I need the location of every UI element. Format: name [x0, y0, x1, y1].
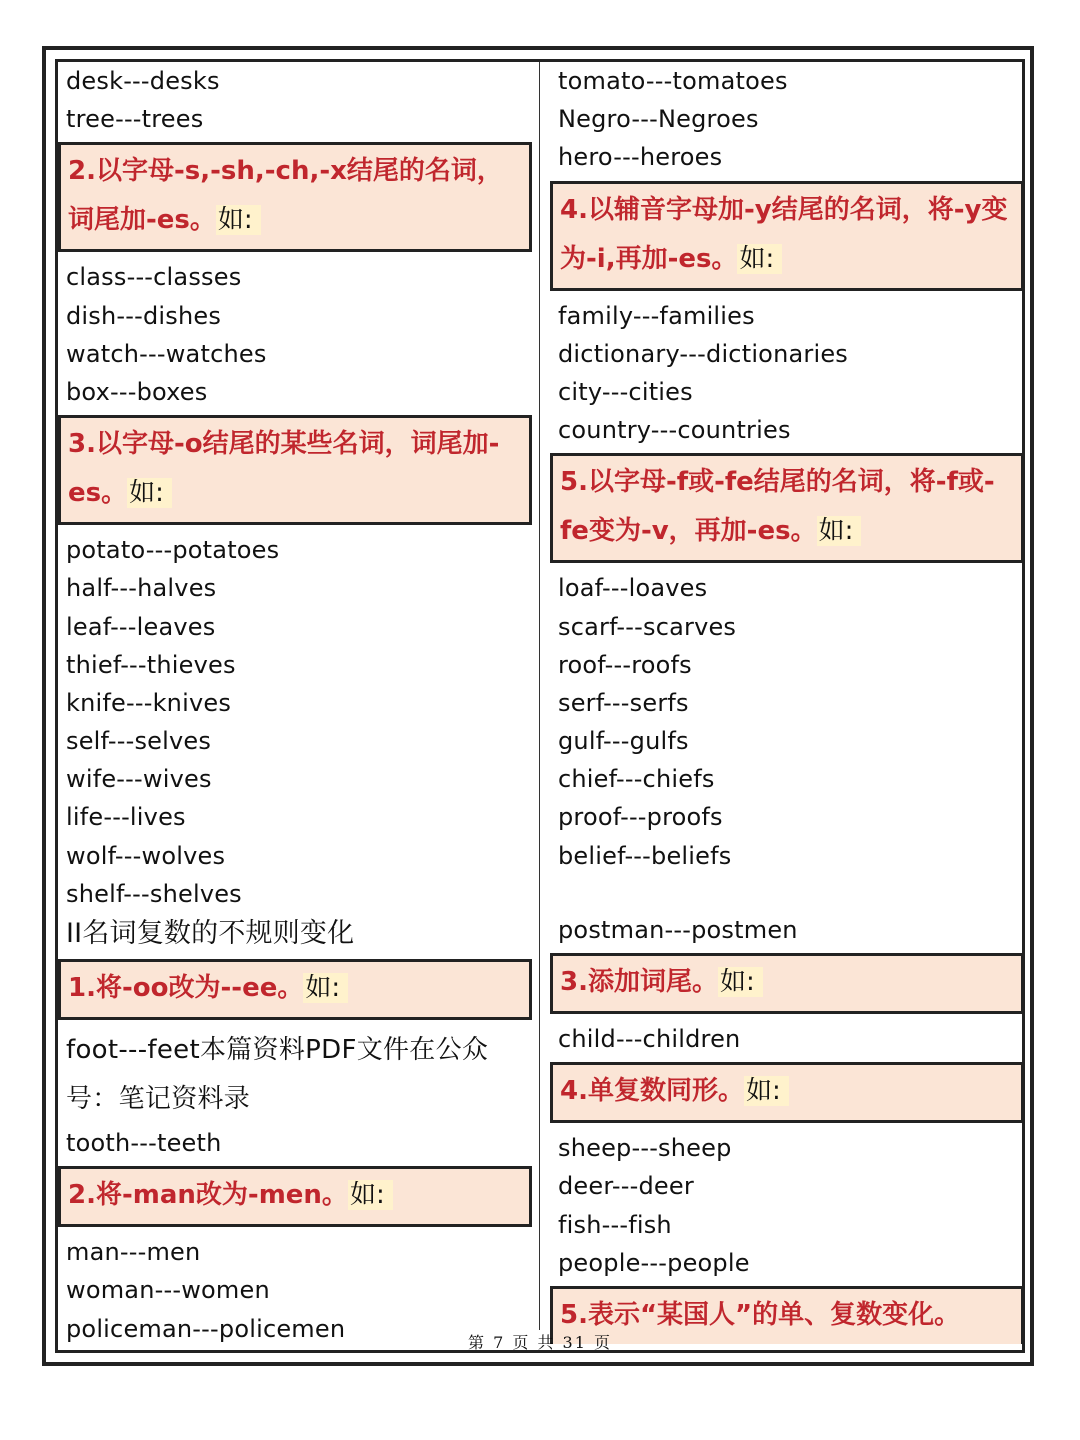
word-pair: belief---beliefs	[558, 841, 732, 870]
page-number-footer: 第 7 页 共 31 页	[468, 1333, 612, 1352]
rule-box-f-to-ves	[550, 453, 1024, 563]
word-pair: child---children	[558, 1025, 741, 1053]
word-list	[550, 1129, 1024, 1282]
rule-text: 5.表示“某国人”的单、复数变化。	[560, 1299, 961, 1330]
right-column	[550, 62, 1024, 1350]
word-list	[58, 531, 538, 913]
example-label: 如:	[127, 478, 172, 508]
rule-box-o-ending	[58, 415, 532, 525]
column-divider	[539, 62, 540, 1330]
word-pair: man---men	[66, 1238, 201, 1267]
word-pair: leaf---leaves	[66, 612, 216, 641]
word-pair: scarf---scarves	[558, 612, 737, 641]
word-list	[58, 258, 538, 411]
word-pair: fish---fish	[558, 1210, 672, 1239]
word-pair: postman---postmen	[558, 915, 798, 944]
word-pair: proof---proofs	[558, 803, 723, 832]
word-list	[550, 1020, 1024, 1058]
rule-box-oo-to-ee	[58, 959, 532, 1020]
word-pair: desk---desks	[66, 67, 220, 95]
spacer	[550, 875, 1024, 911]
word-pair: box---boxes	[66, 377, 208, 406]
rule-box-same-form	[550, 1062, 1024, 1123]
word-pair: chief---chiefs	[558, 765, 715, 794]
word-pair: people---people	[558, 1248, 750, 1277]
word-pair: roof---roofs	[558, 650, 692, 679]
word-pair: thief---thieves	[66, 650, 236, 679]
word-pair: Negro---Negroes	[558, 105, 759, 134]
rule-text: 1.将-oo改为--ee。	[68, 973, 304, 1003]
word-pair: hero---heroes	[558, 143, 723, 172]
word-pair: sheep---sheep	[558, 1134, 732, 1163]
word-pair: half---halves	[66, 574, 217, 603]
word-pair: deer---deer	[558, 1172, 694, 1201]
example-label: 如:	[718, 967, 763, 997]
rule-box-man-to-men	[58, 1166, 532, 1227]
word-pair: gulf---gulfs	[558, 727, 689, 756]
word-pair: self---selves	[66, 727, 212, 756]
word-pair: knife---knives	[66, 688, 232, 717]
left-column	[58, 62, 538, 1348]
word-pair: tomato---tomatoes	[558, 67, 788, 95]
note-paragraph: foot---feet本篇资料PDF文件在公众号：笔记资料录	[66, 1035, 489, 1114]
rule-text: 5.以字母-f或-fe结尾的名词，将-f或-fe变为-v，再加-es。	[560, 467, 995, 547]
word-pair: class---classes	[66, 263, 242, 292]
word-pair: family---families	[558, 301, 755, 330]
word-list	[550, 297, 1024, 450]
rule-text: 2.将-man改为-men。	[68, 1180, 348, 1211]
example-label: 如:	[817, 516, 862, 546]
word-pair: woman---women	[66, 1276, 270, 1305]
word-list	[550, 911, 1024, 949]
word-list	[550, 62, 1024, 177]
word-list	[58, 62, 538, 138]
word-pair: tree---trees	[66, 105, 204, 134]
word-list	[58, 1124, 538, 1162]
example-label: 如:	[303, 973, 348, 1003]
example-label: 如:	[348, 1180, 393, 1210]
word-pair: loaf---loaves	[558, 574, 708, 603]
word-pair: tooth---teeth	[66, 1129, 222, 1157]
rule-text: 3.添加词尾。	[560, 967, 718, 997]
example-label: 如:	[216, 205, 261, 235]
word-list	[550, 569, 1024, 875]
example-label: 如:	[744, 1076, 789, 1106]
rule-box-y-to-ies	[550, 181, 1024, 291]
rule-text: 3.以字母-o结尾的某些名词，词尾加-es。	[68, 429, 500, 509]
word-pair: dish---dishes	[66, 301, 222, 330]
word-pair: wife---wives	[66, 765, 212, 794]
rule-text: 2.以字母-s,-sh,-ch,-x结尾的名词，词尾加-es。	[68, 156, 503, 236]
word-pair: potato---potatoes	[66, 536, 280, 565]
rule-text: 4.单复数同形。	[560, 1076, 744, 1107]
rule-box-add-suffix	[550, 953, 1024, 1014]
rule-box-es-suffix	[58, 142, 532, 252]
word-pair: dictionary---dictionaries	[558, 339, 848, 368]
word-pair: watch---watches	[66, 339, 267, 368]
section-title: II名词复数的不规则变化	[66, 918, 355, 949]
rule-text: 4.以辅音字母加-y结尾的名词，将-y变为-i,再加-es。	[560, 194, 1008, 274]
word-pair: wolf---wolves	[66, 841, 226, 870]
word-pair: life---lives	[66, 803, 186, 832]
word-pair: city---cities	[558, 377, 693, 406]
word-pair: country---countries	[558, 416, 791, 445]
word-pair: policeman---policemen	[66, 1314, 346, 1343]
word-pair: shelf---shelves	[66, 879, 242, 908]
word-pair: serf---serfs	[558, 688, 689, 717]
example-label: 如:	[737, 244, 782, 274]
